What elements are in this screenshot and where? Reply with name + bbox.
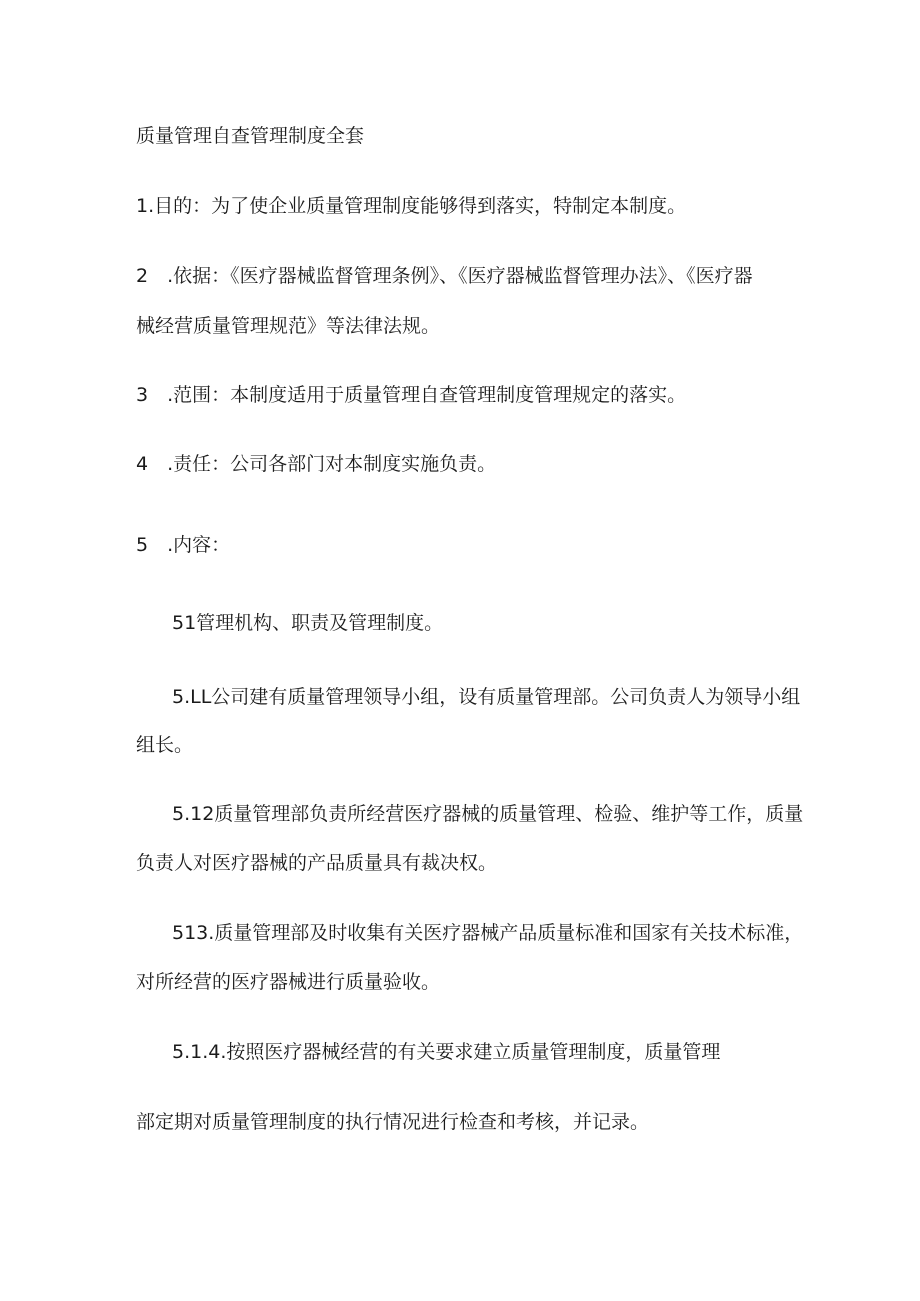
clause-5-1-4-line-2: 部定期对质量管理制度的执行情况进行检查和考核，并记录。	[136, 1111, 650, 1133]
clause-5-1-4-line-1: 5.1.4.按照医疗器械经营的有关要求建立质量管理制度，质量管理	[172, 1041, 721, 1063]
clause-5-1-2-line-2: 负责人对医疗器械的产品质量具有裁决权。	[136, 852, 498, 874]
section-2-basis-line-1: 2 .依据：《医疗器械监督管理条例》、《医疗器械监督管理办法》、《医疗器	[136, 265, 753, 287]
section-3-scope: 3 .范围：本制度适用于质量管理自查管理制度管理规定的落实。	[136, 384, 687, 406]
document-title: 质量管理自查管理制度全套	[136, 125, 365, 147]
clause-5-1-1-line-2: 组长。	[136, 734, 194, 756]
section-4-responsibility: 4 .责任：公司各部门对本制度实施负责。	[136, 453, 497, 475]
clause-5-1-3-line-1: 513.质量管理部及时收集有关医疗器械产品质量标准和国家有关技术标准，	[172, 922, 804, 944]
clause-5-1-3-line-2: 对所经营的医疗器械进行质量验收。	[136, 971, 441, 993]
subsection-5-1: 51管理机构、职责及管理制度。	[172, 612, 444, 634]
section-2-basis-line-2: 械经营质量管理规范》等法律法规。	[136, 315, 441, 337]
section-5-content-heading: 5 .内容：	[136, 534, 231, 556]
section-1-purpose: 1.目的：为了使企业质量管理制度能够得到落实，特制定本制度。	[136, 195, 687, 217]
clause-5-1-1-line-1: 5.LL公司建有质量管理领导小组，设有质量管理部。公司负责人为领导小组	[172, 686, 801, 708]
clause-5-1-2-line-1: 5.12质量管理部负责所经营医疗器械的质量管理、检验、维护等工作，质量	[172, 803, 804, 825]
